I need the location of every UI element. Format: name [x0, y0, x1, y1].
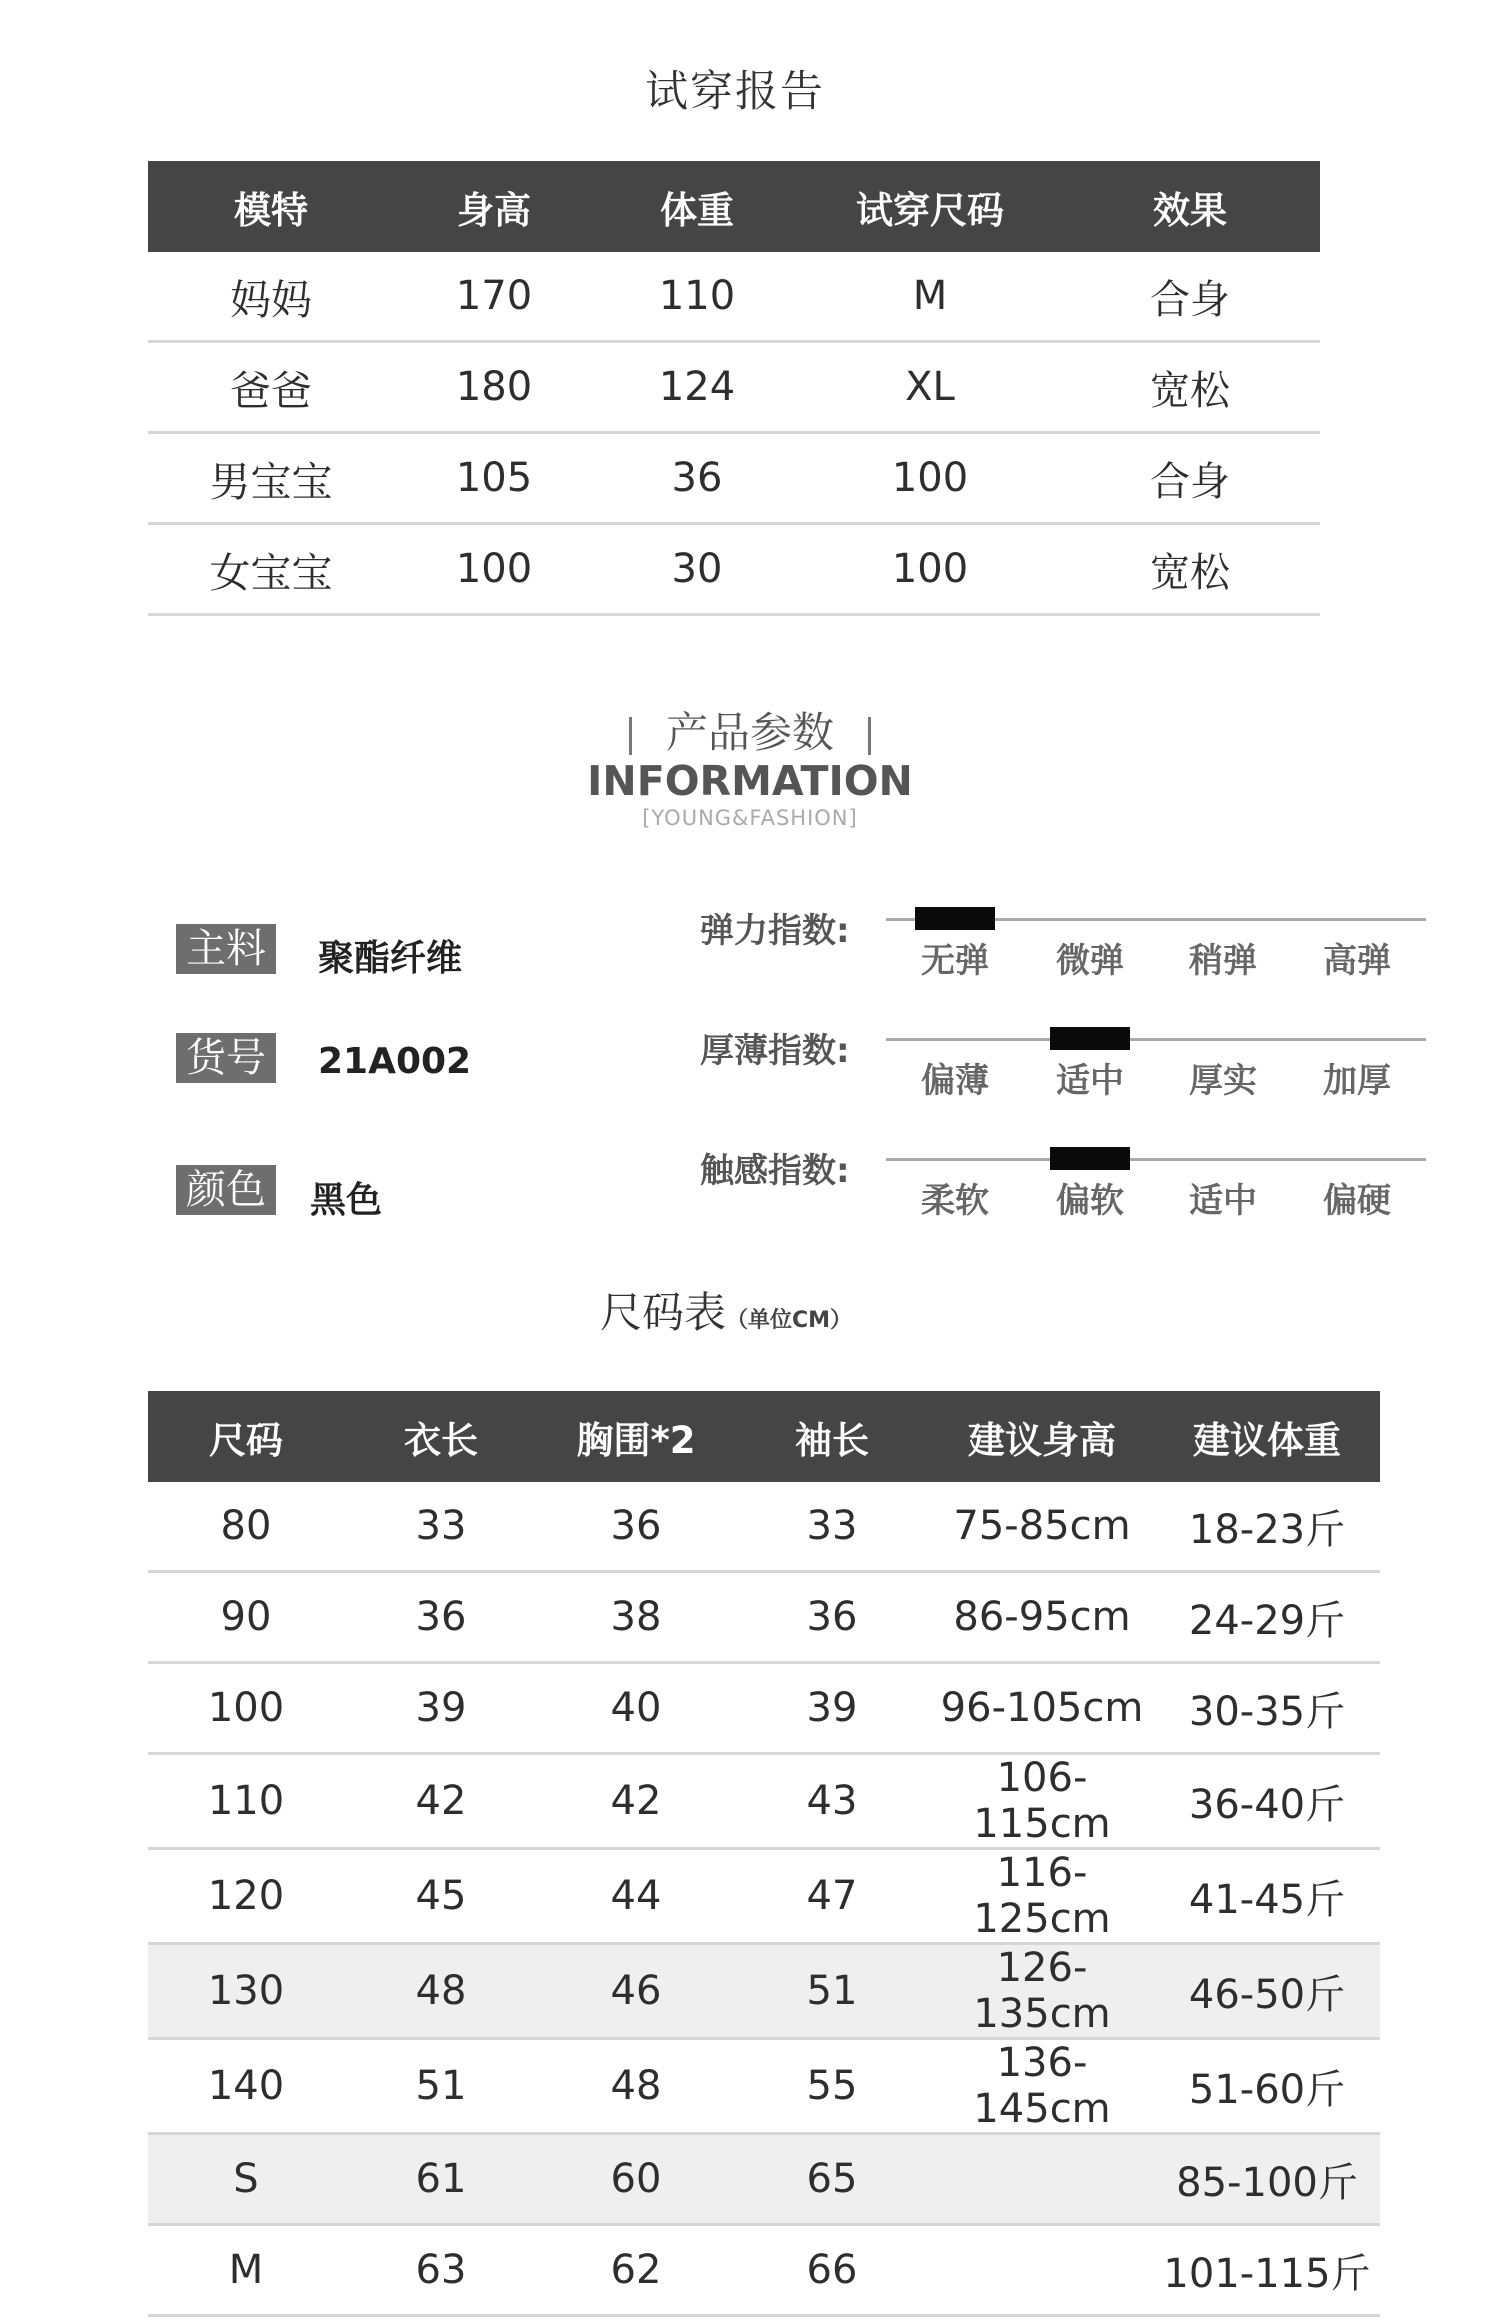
index-option: 偏薄 — [921, 1061, 989, 1101]
size-cell: 42 — [538, 1754, 734, 1849]
trial-header-effect: 效果 — [1060, 161, 1320, 252]
size-cell: 36 — [734, 1572, 930, 1663]
size-header-size: 尺码 — [148, 1391, 344, 1482]
size-cell: 100 — [148, 1663, 344, 1754]
trial-row — [148, 342, 1320, 433]
size-header-chest: 胸围*2 — [538, 1391, 734, 1482]
index-selected-marker — [915, 907, 995, 930]
trial-cell: M — [800, 252, 1060, 342]
size-cell: 101-115斤 — [1154, 2225, 1380, 2316]
size-cell — [930, 2225, 1154, 2316]
trial-cell: 170 — [394, 252, 594, 342]
index-selected-marker — [1050, 1027, 1130, 1050]
size-cell: 60 — [538, 2134, 734, 2225]
index-label: 弹力指数: — [700, 911, 850, 951]
info-subtitle: [YOUNG&FASHION] — [642, 806, 858, 830]
size-header-weight: 建议体重 — [1154, 1391, 1380, 1482]
size-cell: 48 — [538, 2039, 734, 2134]
size-header-height: 建议身高 — [930, 1391, 1154, 1482]
info-title-en: INFORMATION — [587, 757, 913, 805]
index-option: 厚实 — [1189, 1061, 1257, 1101]
size-cell: 75-85cm — [930, 1482, 1154, 1572]
size-cell: 55 — [734, 2039, 930, 2134]
size-cell: S — [148, 2134, 344, 2225]
trial-header-model: 模特 — [148, 161, 394, 252]
trial-cell: 宽松 — [1060, 524, 1320, 615]
size-cell: 46 — [538, 1944, 734, 2039]
index-option: 适中 — [1189, 1181, 1257, 1221]
size-cell: 136-145cm — [930, 2039, 1154, 2134]
trial-cell: 110 — [594, 252, 800, 342]
size-cell: 110 — [148, 1754, 344, 1849]
trial-cell: 100 — [800, 524, 1060, 615]
size-chart-unit: （单位CM） — [726, 1308, 853, 1333]
size-cell: 41-45斤 — [1154, 1849, 1380, 1944]
size-cell: 30-35斤 — [1154, 1663, 1380, 1754]
attr-color-value: 黑色 — [310, 1180, 383, 1221]
size-cell: 126-135cm — [930, 1944, 1154, 2039]
size-cell: 106-115cm — [930, 1754, 1154, 1849]
index-label: 厚薄指数: — [700, 1031, 850, 1071]
index-option: 无弹 — [921, 941, 989, 981]
size-cell: M — [148, 2225, 344, 2316]
title-divider-right — [868, 717, 871, 755]
size-header-length: 衣长 — [344, 1391, 538, 1482]
size-cell: 61 — [344, 2134, 538, 2225]
size-cell: 86-95cm — [930, 1572, 1154, 1663]
trial-row — [148, 524, 1320, 615]
size-row — [148, 1754, 1380, 1849]
size-row — [148, 1482, 1380, 1572]
trial-cell: 100 — [394, 524, 594, 615]
size-cell: 47 — [734, 1849, 930, 1944]
size-cell: 48 — [344, 1944, 538, 2039]
size-cell: 39 — [734, 1663, 930, 1754]
size-cell: 24-29斤 — [1154, 1572, 1380, 1663]
size-row — [148, 1572, 1380, 1663]
size-cell: 116-125cm — [930, 1849, 1154, 1944]
size-cell: 43 — [734, 1754, 930, 1849]
trial-cell: 36 — [594, 433, 800, 524]
trial-cell: 100 — [800, 433, 1060, 524]
index-scale-line — [886, 1038, 1426, 1041]
size-cell: 45 — [344, 1849, 538, 1944]
index-selected-marker — [1050, 1147, 1130, 1170]
size-header-row — [148, 1391, 1380, 1482]
size-cell: 85-100斤 — [1154, 2134, 1380, 2225]
size-row — [148, 2039, 1380, 2134]
trial-report-table — [148, 161, 1320, 616]
size-cell: 66 — [734, 2225, 930, 2316]
trial-row — [148, 433, 1320, 524]
trial-header-size: 试穿尺码 — [800, 161, 1060, 252]
index-option: 适中 — [1056, 1061, 1124, 1101]
size-cell: 42 — [344, 1754, 538, 1849]
size-cell: 80 — [148, 1482, 344, 1572]
title-divider-left — [629, 717, 632, 755]
attr-color-label: 颜色 — [176, 1165, 276, 1215]
attr-material-label: 主料 — [176, 924, 276, 974]
trial-header-weight: 体重 — [594, 161, 800, 252]
index-label: 触感指数: — [700, 1151, 850, 1191]
index-scale-line — [886, 1158, 1426, 1161]
trial-cell: 男宝宝 — [148, 433, 394, 524]
size-cell: 62 — [538, 2225, 734, 2316]
index-option: 偏软 — [1056, 1181, 1124, 1221]
size-cell: 18-23斤 — [1154, 1482, 1380, 1572]
size-cell — [930, 2134, 1154, 2225]
trial-report-title: 试穿报告 — [645, 67, 825, 117]
trial-cell: 30 — [594, 524, 800, 615]
trial-cell: 妈妈 — [148, 252, 394, 342]
size-cell: 33 — [734, 1482, 930, 1572]
size-cell: 51-60斤 — [1154, 2039, 1380, 2134]
size-cell: 39 — [344, 1663, 538, 1754]
size-cell: 46-50斤 — [1154, 1944, 1380, 2039]
index-option: 柔软 — [921, 1181, 989, 1221]
trial-row — [148, 252, 1320, 342]
attr-material-value: 聚酯纤维 — [318, 938, 463, 979]
index-option: 微弹 — [1056, 941, 1124, 981]
trial-cell: 180 — [394, 342, 594, 433]
info-title-cn-text: 产品参数 — [665, 708, 834, 757]
size-cell: 36 — [538, 1482, 734, 1572]
trial-cell: 宽松 — [1060, 342, 1320, 433]
trial-cell: XL — [800, 342, 1060, 433]
size-cell: 36 — [344, 1572, 538, 1663]
trial-cell: 女宝宝 — [148, 524, 394, 615]
size-row — [148, 2225, 1380, 2316]
size-row — [148, 1849, 1380, 1944]
index-option: 高弹 — [1323, 941, 1391, 981]
size-cell: 36-40斤 — [1154, 1754, 1380, 1849]
trial-header-height: 身高 — [394, 161, 594, 252]
size-chart-title — [600, 1280, 852, 1340]
size-cell: 63 — [344, 2225, 538, 2316]
size-header-sleeve: 袖长 — [734, 1391, 930, 1482]
size-cell: 40 — [538, 1663, 734, 1754]
size-cell: 51 — [344, 2039, 538, 2134]
size-cell: 140 — [148, 2039, 344, 2134]
size-cell: 44 — [538, 1849, 734, 1944]
size-cell: 130 — [148, 1944, 344, 2039]
trial-cell: 合身 — [1060, 252, 1320, 342]
size-cell: 90 — [148, 1572, 344, 1663]
index-option: 加厚 — [1323, 1061, 1391, 1101]
size-cell: 96-105cm — [930, 1663, 1154, 1754]
info-title-cn — [0, 700, 1500, 760]
trial-cell: 爸爸 — [148, 342, 394, 433]
index-option: 稍弹 — [1189, 941, 1257, 981]
size-cell: 33 — [344, 1482, 538, 1572]
attr-sku-value: 21A002 — [318, 1041, 472, 1082]
size-cell: 51 — [734, 1944, 930, 2039]
size-cell: 65 — [734, 2134, 930, 2225]
size-chart-title-text: 尺码表 — [600, 1288, 727, 1337]
size-row — [148, 1944, 1380, 2039]
index-option: 偏硬 — [1323, 1181, 1391, 1221]
size-cell: 38 — [538, 1572, 734, 1663]
size-row — [148, 2134, 1380, 2225]
size-chart-table — [148, 1391, 1380, 2317]
trial-cell: 124 — [594, 342, 800, 433]
attr-sku-label: 货号 — [176, 1033, 276, 1083]
trial-cell: 105 — [394, 433, 594, 524]
size-row — [148, 1663, 1380, 1754]
trial-header-row — [148, 161, 1320, 252]
size-cell: 120 — [148, 1849, 344, 1944]
trial-cell: 合身 — [1060, 433, 1320, 524]
